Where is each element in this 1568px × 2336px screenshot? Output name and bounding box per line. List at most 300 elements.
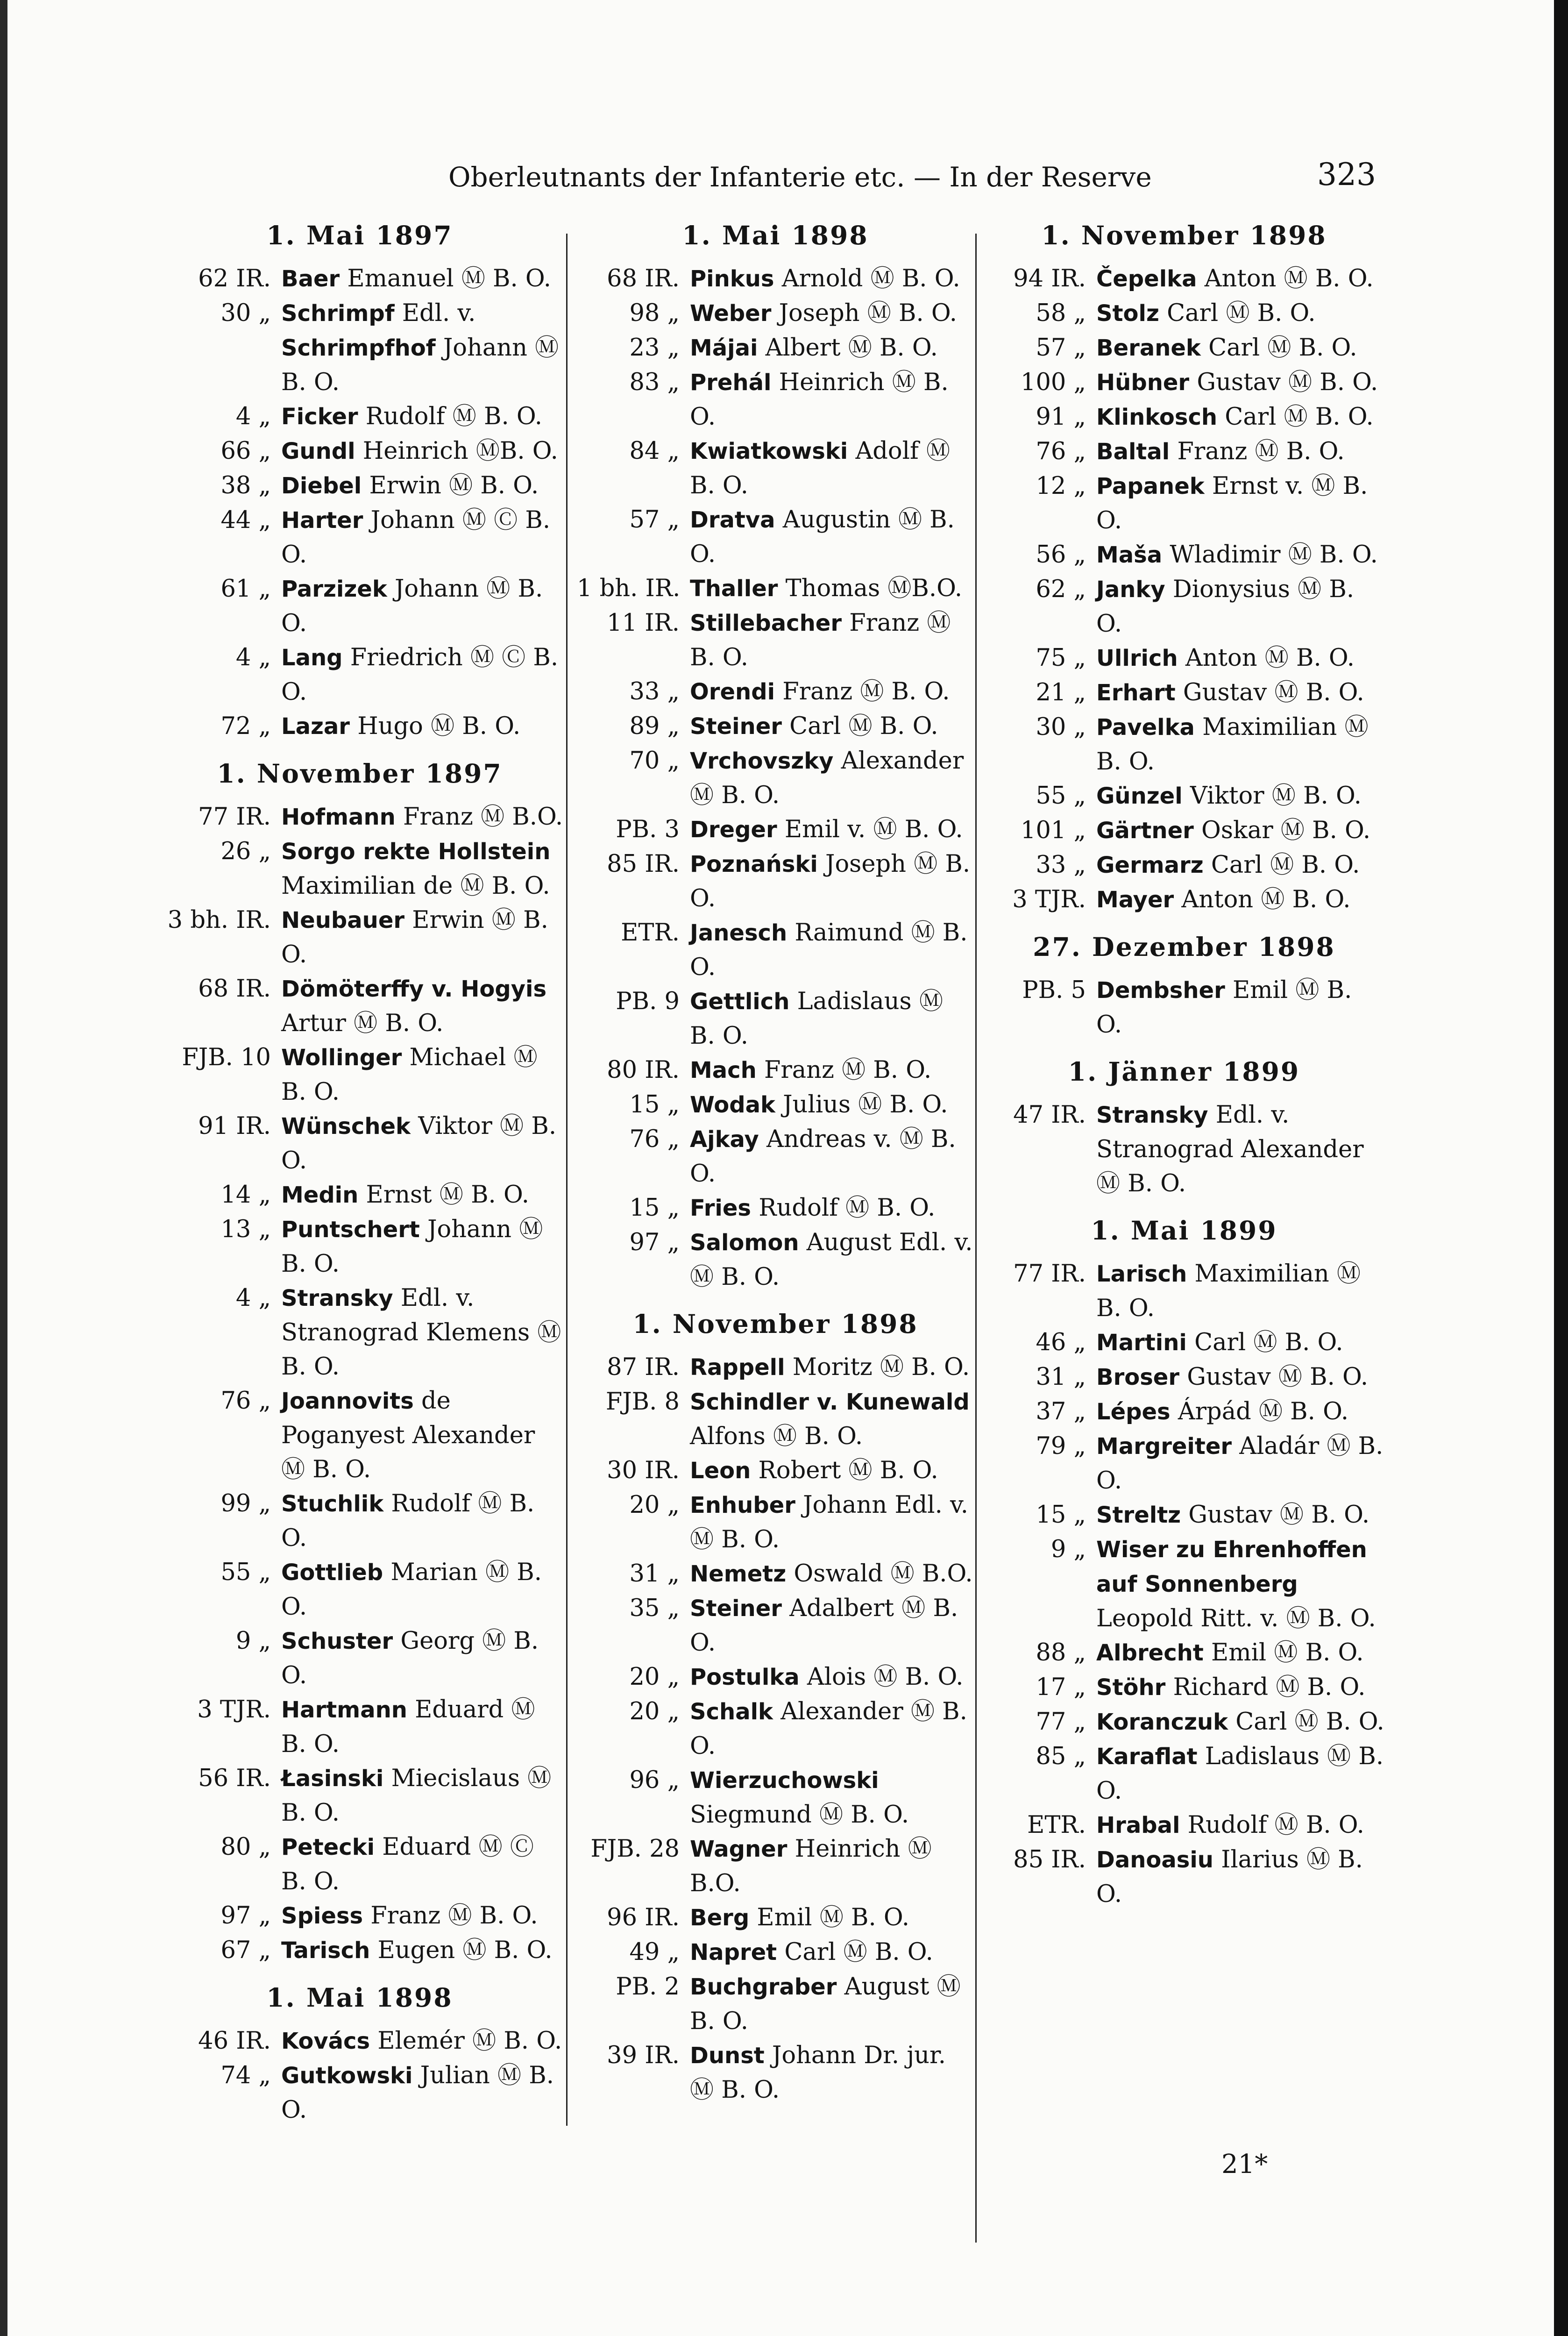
unit-number: 68 IR.: [607, 265, 680, 292]
surname: Sorgo rekte Hollstein: [281, 839, 551, 865]
surname: Stöhr: [1096, 1674, 1166, 1701]
unit-number: 46 „: [1036, 1329, 1086, 1356]
officer-entry: [281, 1212, 565, 1281]
officer-entry: [281, 1109, 565, 1178]
surname: Gundl: [281, 438, 355, 464]
officer-entry: [281, 709, 565, 744]
officer-entry: [690, 1832, 974, 1901]
list-item: [154, 903, 565, 972]
surname: Leon: [690, 1458, 751, 1484]
unit-number: 85 „: [1036, 1743, 1086, 1770]
surname: Łasinski: [281, 1766, 384, 1792]
given-name-and-honours: Carl Ⓜ B. O.: [789, 712, 938, 740]
surname: Thaller: [690, 576, 778, 602]
given-name-and-honours: Edl. v.: [402, 299, 476, 327]
unit-number: 30 „: [1036, 713, 1086, 741]
list-item: [154, 834, 565, 903]
list-item: [154, 331, 565, 399]
surname: Májai: [690, 335, 758, 361]
given-name-and-honours: Franz Ⓜ B. O.: [370, 1902, 538, 1930]
given-name-and-honours: Maximilian Ⓜ B. O.: [1096, 1260, 1361, 1322]
given-name-and-honours: Eduard Ⓜ Ⓒ B. O.: [281, 1833, 534, 1895]
surname: Karaflat: [1096, 1744, 1198, 1770]
officer-entry: [690, 847, 974, 916]
officer-entry: [690, 1191, 974, 1225]
given-name-and-honours: Raimund Ⓜ B. O.: [690, 919, 968, 981]
unit-number: 13 „: [220, 1216, 271, 1243]
officer-entry: [1096, 1739, 1385, 1808]
list-item: [983, 1395, 1385, 1429]
unit-number: 87 IR.: [607, 1353, 680, 1381]
given-name-and-honours: Árpád Ⓜ B. O.: [1178, 1398, 1349, 1425]
surname: Stuchlik: [281, 1491, 384, 1517]
page-edge-left: [0, 0, 7, 2336]
officer-entry: [1096, 262, 1385, 296]
list-item: [577, 571, 974, 606]
list-item: [577, 984, 974, 1053]
unit-number: 31 „: [629, 1560, 680, 1588]
officer-entry: [281, 262, 565, 296]
officer-entry: [690, 1591, 974, 1660]
list-item: [154, 1487, 565, 1555]
officer-entry: [690, 984, 974, 1053]
surname: Hübner: [1096, 370, 1190, 396]
unit-number: FJB. 28: [590, 1835, 680, 1863]
given-name-and-honours: Heinrich Ⓜ B. O.: [690, 369, 949, 431]
list-item: [983, 848, 1385, 883]
given-name-and-honours: Maximilian de Ⓜ B. O.: [281, 872, 550, 900]
given-name-and-honours: Hugo Ⓜ B. O.: [357, 712, 521, 740]
unit-number: 84 „: [629, 437, 680, 465]
surname: Gettlich: [690, 989, 790, 1015]
list-item: [983, 296, 1385, 331]
officer-entry: [281, 1933, 565, 1968]
given-name-and-honours: Adolf Ⓜ B. O.: [690, 437, 951, 499]
surname: Gottlieb: [281, 1560, 383, 1586]
surname: Weber: [690, 300, 772, 327]
list-item: [577, 1053, 974, 1088]
list-item: [154, 296, 565, 331]
given-name-and-honours: Johann Dr. jur. Ⓜ B. O.: [690, 2042, 946, 2104]
list-item: [577, 709, 974, 744]
unit-number: 3 TJR.: [197, 1696, 271, 1724]
list-item: [983, 676, 1385, 710]
surname: Napret: [690, 1939, 777, 1966]
list-item: [154, 1555, 565, 1624]
list-item: [983, 400, 1385, 434]
unit-number: 9 „: [1050, 1536, 1086, 1563]
surname: Papanek: [1096, 473, 1205, 499]
unit-number: 97 „: [629, 1229, 680, 1256]
list-item: [577, 1557, 974, 1591]
officer-entry: [281, 800, 565, 834]
list-item: [154, 800, 565, 834]
unit-number: [154, 331, 281, 399]
officer-entry: [1096, 400, 1385, 434]
surname: Wodak: [690, 1092, 775, 1118]
unit-number: 33 „: [629, 678, 680, 705]
unit-number: PB. 5: [1022, 976, 1086, 1004]
unit-number: 85 IR.: [607, 850, 680, 878]
officer-entry: [690, 434, 974, 503]
list-item: [577, 1122, 974, 1191]
surname: Streltz: [1096, 1502, 1181, 1528]
given-name-and-honours: Johann Ⓜ Ⓒ B. O.: [281, 506, 551, 569]
surname: Enhuber: [690, 1492, 795, 1518]
list-item: [983, 1098, 1385, 1201]
officer-entry: [281, 1624, 565, 1693]
list-item: [983, 779, 1385, 813]
officer-entry: [1096, 434, 1385, 469]
unit-number: 55 „: [1036, 782, 1086, 810]
surname: Gärtner: [1096, 818, 1194, 844]
officer-entry: [1096, 1705, 1385, 1739]
given-name-and-honours: Gustav Ⓜ B. O.: [1183, 679, 1364, 706]
officer-entry: [690, 1488, 974, 1557]
unit-number: 20 „: [629, 1663, 680, 1691]
unit-number: 38 „: [220, 472, 271, 499]
section-heading: 1. Mai 1899: [1091, 1215, 1277, 1246]
given-name-and-honours: Friedrich Ⓜ Ⓒ B. O.: [281, 644, 559, 706]
unit-number: 75 „: [1036, 644, 1086, 672]
list-item: [154, 469, 565, 503]
list-item: [154, 2024, 565, 2058]
list-item: [577, 1385, 974, 1453]
unit-number: 97 „: [220, 1902, 271, 1930]
unit-number: 15 „: [629, 1194, 680, 1222]
unit-number: 85 IR.: [1013, 1846, 1086, 1873]
unit-number: FJB. 8: [605, 1388, 680, 1416]
surname: Koranczuk: [1096, 1709, 1228, 1735]
unit-number: 66 „: [220, 437, 271, 465]
list-item: [577, 2038, 974, 2107]
list-item: [577, 1935, 974, 1970]
officer-entry: [281, 1555, 565, 1624]
given-name-and-honours: Maximilian Ⓜ B. O.: [1096, 713, 1369, 776]
given-name-and-honours: Carl Ⓜ B. O.: [1167, 299, 1316, 327]
list-item: [983, 710, 1385, 779]
given-name-and-honours: Johann Ⓜ B. O.: [281, 334, 559, 396]
list-item: [577, 1453, 974, 1488]
unit-number: 101 „: [1021, 817, 1086, 844]
surname: Broser: [1096, 1364, 1180, 1390]
surname: Spiess: [281, 1903, 363, 1929]
given-name-and-honours: Franz Ⓜ B. O.: [690, 609, 951, 671]
list-item: [983, 1739, 1385, 1808]
unit-number: 76 „: [220, 1387, 271, 1415]
surname: Prehál: [690, 370, 772, 396]
officer-entry: [1096, 1498, 1385, 1532]
list-item: [983, 365, 1385, 400]
surname: Vrchovszky: [690, 748, 834, 774]
given-name-and-honours: Carl Ⓜ B. O.: [1225, 403, 1374, 431]
surname: Kovács: [281, 2028, 370, 2054]
given-name-and-honours: Andreas v. Ⓜ B. O.: [690, 1125, 956, 1188]
officer-entry: [690, 365, 974, 434]
given-name-and-honours: Georg Ⓜ B. O.: [281, 1627, 539, 1689]
unit-number: 99 „: [220, 1490, 271, 1517]
given-name-and-honours: Miecislaus Ⓜ B. O.: [281, 1765, 552, 1827]
given-name-and-honours: Rudolf Ⓜ B. O.: [1187, 1811, 1364, 1839]
unit-number: 88 „: [1036, 1639, 1086, 1667]
given-name-and-honours: Edl. v. Stranograd Alexander Ⓜ B. O.: [1096, 1101, 1364, 1197]
given-name-and-honours: Anton Ⓜ B. O.: [1185, 644, 1355, 672]
surname: Medin: [281, 1182, 359, 1208]
list-item: [154, 1040, 565, 1109]
unit-number: 35 „: [629, 1595, 680, 1622]
surname: Poznański: [690, 851, 818, 877]
surname: Margreiter: [1096, 1433, 1232, 1460]
officer-entry: [690, 1763, 974, 1832]
given-name-and-honours: Carl Ⓜ B. O.: [1208, 334, 1357, 362]
surname: Hrabal: [1096, 1812, 1180, 1838]
given-name-and-honours: Eduard Ⓜ B. O.: [281, 1696, 535, 1758]
officer-entry: [1096, 1670, 1385, 1705]
list-item: [983, 1360, 1385, 1395]
surname: Albrecht: [1096, 1640, 1204, 1666]
surname: Germarz: [1096, 852, 1204, 878]
officer-entry: [281, 1487, 565, 1555]
list-item: [577, 296, 974, 331]
officer-entry: [690, 744, 974, 812]
given-name-and-honours: Franz Ⓜ B.O.: [403, 803, 563, 831]
given-name-and-honours: Viktor Ⓜ B. O.: [1190, 782, 1362, 810]
officer-entry: [281, 2024, 565, 2058]
list-item: [577, 365, 974, 434]
given-name-and-honours: Aladár Ⓜ B. O.: [1096, 1432, 1384, 1495]
list-item: [983, 641, 1385, 676]
surname: Mayer: [1096, 887, 1174, 913]
officer-entry: [1096, 1843, 1385, 1911]
list-item: [577, 1660, 974, 1695]
list-item: [154, 572, 565, 641]
surname: Dratva: [690, 507, 775, 533]
given-name-and-honours: Carl Ⓜ B. O.: [1235, 1708, 1384, 1736]
surname: Gutkowski: [281, 2063, 413, 2089]
officer-entry: [1096, 641, 1385, 676]
officer-entry: [1096, 1257, 1385, 1325]
surname: Hofmann: [281, 804, 396, 830]
officer-entry: [1096, 331, 1385, 365]
unit-number: FJB. 10: [182, 1044, 271, 1071]
officer-entry: [690, 1088, 974, 1122]
surname: Janky: [1096, 577, 1165, 603]
unit-number: 96 „: [629, 1766, 680, 1794]
officer-entry: [690, 1122, 974, 1191]
given-name-and-honours: Franz Ⓜ B. O.: [764, 1056, 932, 1084]
officer-entry: [690, 709, 974, 744]
surname: Puntschert: [281, 1217, 420, 1243]
officer-entry: [1096, 848, 1385, 883]
officer-entry: [1096, 538, 1385, 572]
given-name-and-honours: Moritz Ⓜ B. O.: [792, 1353, 970, 1381]
surname: Lépes: [1096, 1399, 1171, 1425]
list-item: [577, 847, 974, 916]
surname: Dembsher: [1096, 977, 1225, 1004]
unit-number: 96 IR.: [607, 1904, 680, 1931]
list-item: [577, 1488, 974, 1557]
unit-number: 33 „: [1036, 851, 1086, 879]
unit-number: 61 „: [220, 575, 271, 603]
given-name-and-honours: Oskar Ⓜ B. O.: [1201, 817, 1371, 844]
given-name-and-honours: Rudolf Ⓜ B. O.: [281, 1490, 535, 1552]
officer-entry: [281, 834, 565, 903]
unit-number: 67 „: [220, 1937, 271, 1964]
unit-number: ETR.: [621, 919, 680, 947]
given-name-and-honours: Augustin Ⓜ B. O.: [690, 506, 955, 568]
list-item: [154, 972, 565, 1040]
section-heading: 1. Mai 1898: [682, 220, 869, 250]
surname: Beranek: [1096, 335, 1201, 361]
given-name-and-honours: Carl Ⓜ B. O.: [1211, 851, 1360, 879]
section-heading: 1. Mai 1898: [266, 1982, 453, 2013]
surname: Stolz: [1096, 300, 1159, 327]
surname: Danoasiu: [1096, 1847, 1213, 1873]
surname: Ullrich: [1096, 645, 1178, 671]
list-item: [983, 572, 1385, 641]
given-name-and-honours: Joseph Ⓜ B. O.: [690, 850, 971, 912]
officer-entry: [1096, 1098, 1385, 1201]
officer-entry: [690, 1695, 974, 1763]
given-name-and-honours: Leopold Ritt. v. Ⓜ B. O.: [1096, 1605, 1376, 1632]
officer-entry: [690, 1901, 974, 1935]
list-item: [577, 331, 974, 365]
unit-number: 21 „: [1036, 679, 1086, 706]
surname: Erhart: [1096, 680, 1176, 706]
section-heading: 1. Mai 1897: [266, 220, 453, 250]
unit-number: 98 „: [629, 299, 680, 327]
unit-number: 26 „: [220, 838, 271, 865]
officer-entry: [1096, 469, 1385, 538]
list-item: [154, 1624, 565, 1693]
given-name-and-honours: Oswald Ⓜ B.O.: [794, 1560, 973, 1588]
surname: Fries: [690, 1195, 751, 1221]
given-name-and-honours: Eugen Ⓜ B. O.: [377, 1937, 553, 1964]
officer-entry: [1096, 710, 1385, 779]
list-item: [983, 883, 1385, 917]
given-name-and-honours: Artur Ⓜ B. O.: [281, 1010, 444, 1037]
list-item: [154, 2058, 565, 2127]
list-item: [983, 262, 1385, 296]
officer-entry: [690, 1660, 974, 1695]
unit-number: 3 TJR.: [1012, 886, 1086, 913]
unit-number: 57 „: [1036, 334, 1086, 362]
unit-number: 14 „: [220, 1181, 271, 1209]
surname: Petecki: [281, 1834, 375, 1860]
list-item: [577, 1350, 974, 1385]
officer-entry: [281, 434, 565, 469]
unit-number: 57 „: [629, 506, 680, 534]
surname: Wierzuchowski: [690, 1767, 879, 1794]
list-item: [577, 434, 974, 503]
given-name-and-honours: Rudolf Ⓜ B. O.: [365, 403, 542, 430]
surname: Larisch: [1096, 1261, 1187, 1287]
given-name-and-honours: Ladislaus Ⓜ B. O.: [1096, 1743, 1384, 1805]
given-name-and-honours: Ladislaus Ⓜ B. O.: [690, 988, 943, 1050]
given-name-and-honours: Johann Ⓜ B. O.: [281, 575, 543, 637]
surname: Lang: [281, 645, 343, 671]
given-name-and-honours: Emil Ⓜ B. O.: [1211, 1639, 1364, 1667]
given-name-and-honours: Carl Ⓜ B. O.: [784, 1938, 933, 1966]
given-name-and-honours: Siegmund Ⓜ B. O.: [690, 1801, 909, 1829]
unit-number: 39 IR.: [607, 2042, 680, 2069]
list-item: [154, 1178, 565, 1212]
surname: Schuster: [281, 1628, 393, 1654]
unit-number: 30 IR.: [607, 1457, 680, 1484]
given-name-and-honours: de Poganyest Alexander Ⓜ B. O.: [281, 1387, 535, 1483]
given-name-and-honours: August Edl. v. Ⓜ B. O.: [690, 1229, 973, 1291]
officer-entry: [281, 503, 565, 572]
surname: Schindler v. Kunewald: [690, 1389, 970, 1415]
surname: Kwiatkowski: [690, 438, 848, 464]
unit-number: 62 „: [1036, 576, 1086, 603]
section-heading: 1. Jänner 1899: [1068, 1056, 1300, 1087]
officer-entry: [690, 1557, 974, 1591]
surname: Tarisch: [281, 1937, 370, 1964]
list-item: [577, 1591, 974, 1660]
given-name-and-honours: Heinrich ⓂB. O.: [362, 437, 558, 465]
surname: Buchgraber: [690, 1974, 837, 2000]
list-item: [577, 1901, 974, 1935]
surname: Wagner: [690, 1836, 788, 1862]
officer-entry: [690, 571, 974, 606]
officer-entry: [1096, 1429, 1385, 1498]
list-item: [983, 1257, 1385, 1325]
list-item: [154, 1212, 565, 1281]
unit-number: PB. 9: [616, 988, 680, 1015]
officer-entry: [690, 916, 974, 984]
list-item: [154, 641, 565, 709]
list-item: [983, 1532, 1385, 1636]
unit-number: 68 IR.: [198, 975, 271, 1003]
unit-number: 49 „: [629, 1938, 680, 1966]
officer-entry: [281, 296, 565, 331]
list-item: [983, 1498, 1385, 1532]
officer-entry: [1096, 1360, 1385, 1395]
unit-number: 15 „: [1036, 1501, 1086, 1529]
given-name-and-honours: Marian Ⓜ B. O.: [281, 1559, 542, 1621]
surname: Nemetz: [690, 1561, 787, 1587]
unit-number: ETR.: [1027, 1811, 1086, 1839]
unit-number: 56 IR.: [198, 1765, 271, 1792]
list-item: [983, 813, 1385, 848]
list-item: [983, 434, 1385, 469]
list-item: [577, 1695, 974, 1763]
unit-number: 37 „: [1036, 1398, 1086, 1425]
surname: Pavelka: [1096, 714, 1195, 741]
officer-entry: [281, 1761, 565, 1830]
list-item: [577, 262, 974, 296]
list-item: [154, 1384, 565, 1487]
surname: Baltal: [1096, 439, 1170, 465]
unit-number: 31 „: [1036, 1363, 1086, 1391]
list-item: [577, 606, 974, 675]
officer-entry: [281, 972, 565, 1040]
given-name-and-honours: Arnold Ⓜ B. O.: [781, 265, 960, 292]
surname: Čepelka: [1096, 266, 1197, 292]
unit-number: 89 „: [629, 712, 680, 740]
list-item: [983, 973, 1385, 1042]
given-name-and-honours: August Ⓜ B. O.: [690, 1973, 961, 2035]
surname: Wiser zu Ehrenhoffen auf Sonnenberg: [1096, 1537, 1367, 1597]
unit-number: 4 „: [235, 1284, 271, 1312]
officer-entry: [690, 1350, 974, 1385]
list-item: [983, 1325, 1385, 1360]
surname: Parzizek: [281, 576, 387, 602]
officer-entry: [281, 2058, 565, 2127]
surname: Lazar: [281, 713, 350, 740]
officer-entry: [281, 1384, 565, 1487]
